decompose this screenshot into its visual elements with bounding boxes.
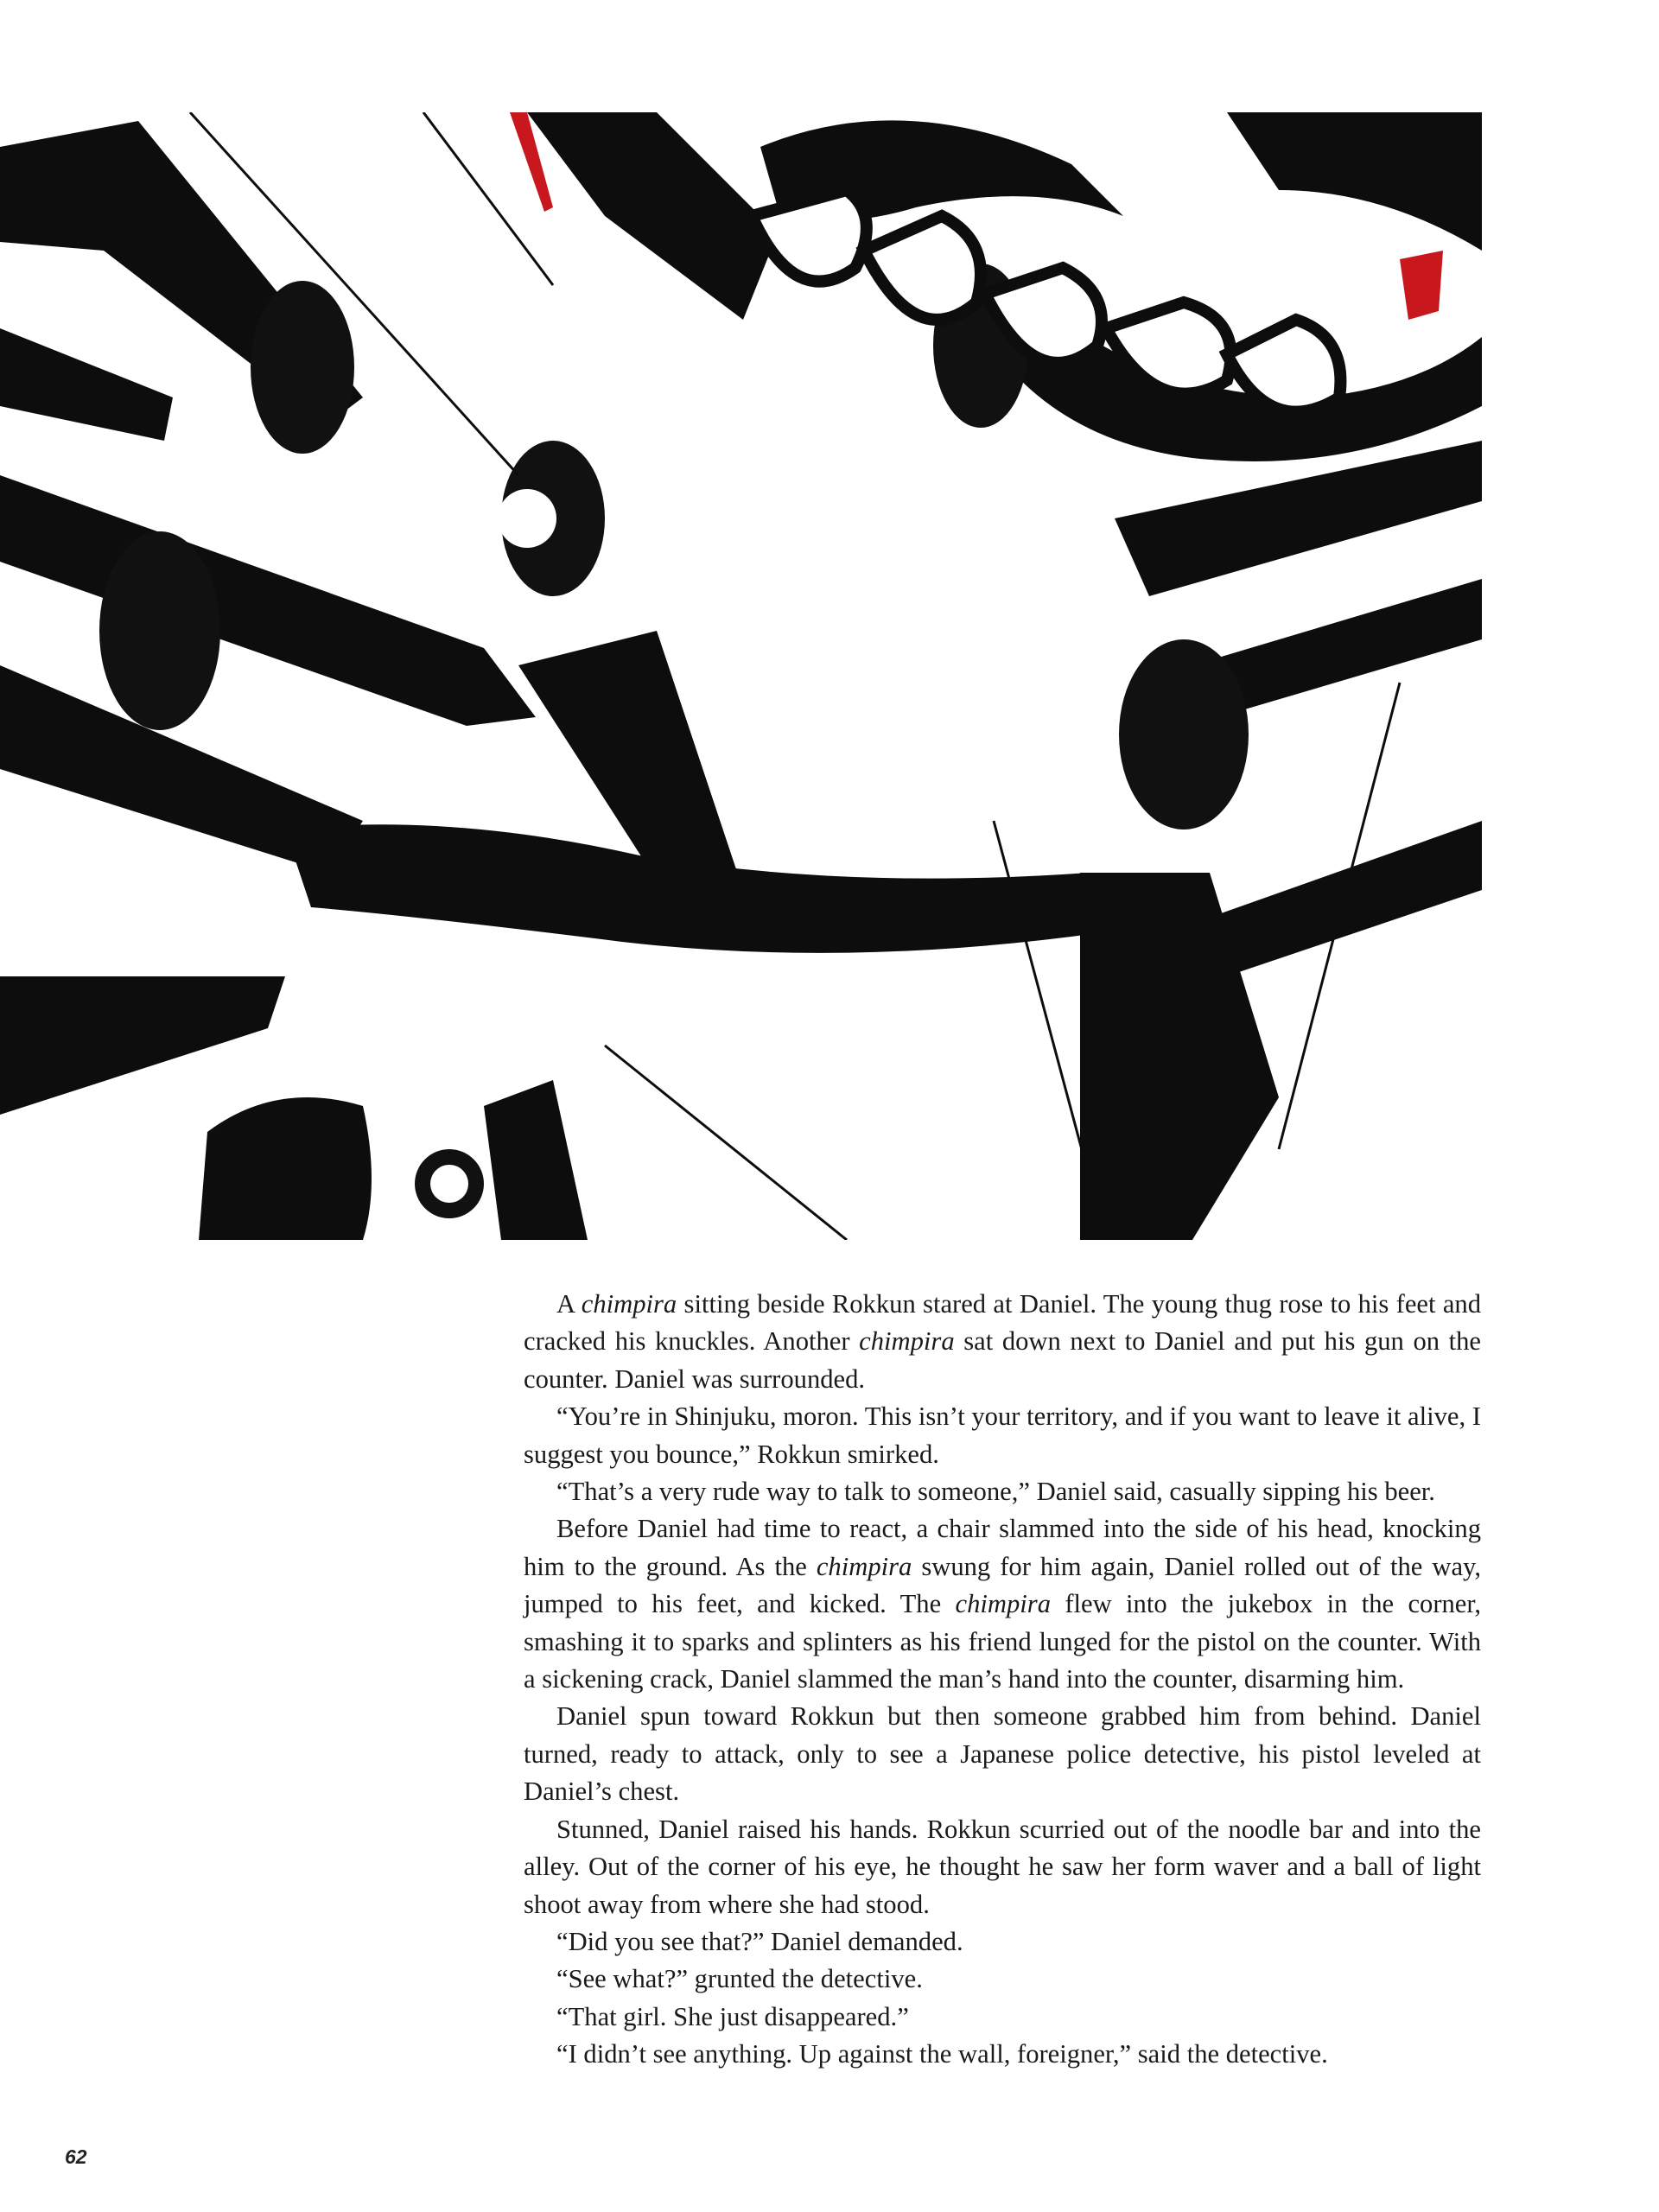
page-number: 62 <box>65 2145 87 2168</box>
paragraph: Daniel spun toward Rokkun but then someone grabbed him from behind. Daniel turned, ready to attack, only to see a Japanese police detective, his pistol leveled at Daniel’s chest. <box>524 1701 1481 1807</box>
paragraph: Stunned, Daniel raised his hands. Rokkun scurried out of the noodle bar and into the alley. Out of the corner of his eye, he thought he saw her form waver and a ball of light shoot away from where she had stood. <box>524 1814 1481 1919</box>
paragraph: “That girl. She just disappeared.” <box>556 2001 909 2031</box>
paragraph: A chimpira sitting beside Rokkun stared at Daniel. The young thug rose to his feet and cracked his knuckles. Another chimpira sat down next to Daniel and put his gun on the counter. Daniel was surrounded. <box>524 1289 1482 1394</box>
paragraph: “I didn’t see anything. Up against the wall, foreigner,” said the detective. <box>556 2039 1328 2069</box>
paragraph: “You’re in Shinjuku, moron. This isn’t your territory, and if you want to leave it alive, I suggest you bounce,” Rokkun smirked. <box>524 1402 1481 1469</box>
paragraph: “See what?” grunted the detective. <box>556 1964 923 1994</box>
story-text <box>524 1286 1481 2074</box>
fight-scene-illustration <box>0 112 1482 1240</box>
paragraph: “Did you see that?” Daniel demanded. <box>556 1926 963 1956</box>
paragraph: Before Daniel had time to react, a chair slammed into the side of his head, knocking him to the ground. As the chimpira swung for him again, Daniel rolled out of the way, jumped to his feet, and kicked. The chimpira flew into the jukebox in the corner, smashing it to sparks and splinters as his friend lunged for the pistol on the counter. With a sickening crack, Daniel slammed the man’s hand into the counter, disarming him. <box>524 1514 1481 1694</box>
paragraph: “That’s a very rude way to talk to someone,” Daniel said, casually sipping his beer. <box>556 1477 1435 1507</box>
ink-artwork <box>0 112 1482 1240</box>
